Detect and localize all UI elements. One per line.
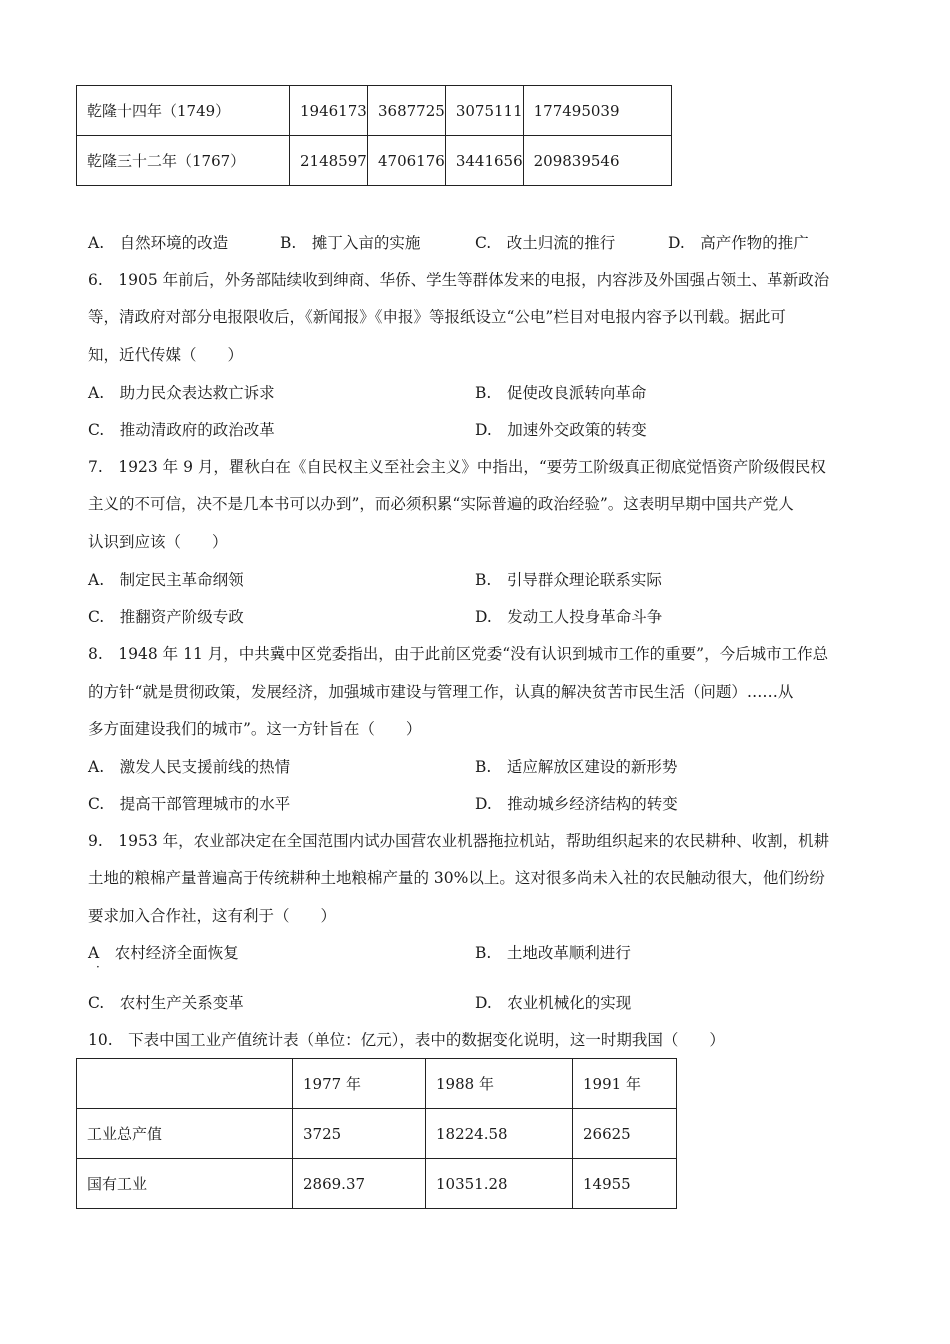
table-cell: 2148597 bbox=[290, 136, 368, 186]
q6-option-b[interactable]: B. 促使改良派转向革命 bbox=[475, 384, 647, 402]
table-row bbox=[77, 1159, 677, 1209]
q5-option-a[interactable]: A. 自然环境的改造 bbox=[88, 234, 229, 252]
q8-stem-line-1: 8. 1948 年 11 月，中共冀中区党委指出，由于此前区党委“没有认识到城市工作的重要”，今后城市工作总 bbox=[88, 645, 829, 663]
q6-stem-line-3: 知，近代传媒（ ） bbox=[88, 346, 244, 364]
table-cell: 工业总产值 bbox=[77, 1109, 293, 1159]
table-cell: 26625 bbox=[573, 1109, 677, 1159]
q9-option-d[interactable]: D. 农业机械化的实现 bbox=[475, 994, 632, 1012]
q6-stem-line-2: 等，清政府对部分电报限收后，《新闻报》《申报》等报纸设立“公电”栏目对电报内容予以刊载。据此可 bbox=[88, 308, 786, 326]
q7-option-b[interactable]: B. 引导群众理论联系实际 bbox=[475, 571, 662, 589]
table-cell: 2869.37 bbox=[293, 1159, 426, 1209]
q6-option-c[interactable]: C. 推动清政府的政治改革 bbox=[88, 421, 275, 439]
table-cell: 乾隆三十二年（1767） bbox=[77, 136, 290, 186]
q9-option-a[interactable]: A 农村经济全面恢复 bbox=[88, 944, 239, 962]
table-cell: 18224.58 bbox=[426, 1109, 573, 1159]
table-cell: 177495039 bbox=[523, 86, 671, 136]
q8-option-a[interactable]: A. 激发人民支援前线的热情 bbox=[88, 758, 291, 776]
table-header-cell bbox=[77, 1059, 293, 1109]
q6-option-a[interactable]: A. 助力民众表达救亡诉求 bbox=[88, 384, 275, 402]
table-row bbox=[77, 136, 672, 186]
q5-option-b[interactable]: B. 摊丁入亩的实施 bbox=[280, 234, 421, 252]
table-cell: 3687725 bbox=[368, 86, 446, 136]
table-cell: 乾隆十四年（1749） bbox=[77, 86, 290, 136]
table-cell: 3075111 bbox=[445, 86, 523, 136]
q9-stem-line-3: 要求加入合作社，这有利于（ ） bbox=[88, 907, 337, 925]
q7-stem-line-1: 7. 1923 年 9 月，瞿秋白在《自民权主义至社会主义》中指出，“要劳工阶级真正彻底觉悟资产阶级假民权 bbox=[88, 458, 826, 476]
q8-stem-line-3: 多方面建设我们的城市”。这一方针旨在（ ） bbox=[88, 720, 422, 738]
q6-stem-line-1: 6. 1905 年前后，外务部陆续收到绅商、华侨、学生等群体发来的电报，内容涉及外国强占领土、革新政治 bbox=[88, 271, 830, 289]
table-header-row bbox=[77, 1059, 677, 1109]
table-cell: 3725 bbox=[293, 1109, 426, 1159]
q5-option-d[interactable]: D. 高产作物的推广 bbox=[668, 234, 809, 252]
table-cell: 14955 bbox=[573, 1159, 677, 1209]
q7-option-c[interactable]: C. 推翻资产阶级专政 bbox=[88, 608, 244, 626]
q7-option-d[interactable]: D. 发动工人投身革命斗争 bbox=[475, 608, 663, 626]
table-cell: 3441656 bbox=[445, 136, 523, 186]
q5-option-c[interactable]: C. 改土归流的推行 bbox=[475, 234, 616, 252]
q7-option-a[interactable]: A. 制定民主革命纲领 bbox=[88, 571, 244, 589]
table-cell: 4706176 bbox=[368, 136, 446, 186]
q9-stem-line-1: 9. 1953 年，农业部决定在全国范围内试办国营农业机器拖拉机站，帮助组织起来的农民耕种、收割，机耕 bbox=[88, 832, 830, 850]
table-cell: 国有工业 bbox=[77, 1159, 293, 1209]
table-cell: 1946173 bbox=[290, 86, 368, 136]
q9-option-c[interactable]: C. 农村生产关系变革 bbox=[88, 994, 244, 1012]
table-row bbox=[77, 1109, 677, 1159]
table-cell: 10351.28 bbox=[426, 1159, 573, 1209]
q8-option-d[interactable]: D. 推动城乡经济结构的转变 bbox=[475, 795, 678, 813]
table-row bbox=[77, 86, 672, 136]
q10-stem-line: 10. 下表中国工业产值统计表（单位：亿元），表中的数据变化说明，这一时期我国（ ） bbox=[88, 1031, 725, 1049]
population-table bbox=[76, 85, 672, 186]
industry-output-table bbox=[76, 1058, 677, 1209]
stray-dot-mark: · bbox=[96, 960, 100, 974]
table-header-cell: 1977 年 bbox=[293, 1059, 426, 1109]
q8-option-c[interactable]: C. 提高干部管理城市的水平 bbox=[88, 795, 291, 813]
q9-stem-line-2: 土地的粮棉产量普遍高于传统耕种土地粮棉产量的 30%以上。这对很多尚未入社的农民触动很大，他们纷纷 bbox=[88, 869, 825, 887]
table-cell: 209839546 bbox=[523, 136, 671, 186]
q9-option-b[interactable]: B. 土地改革顺利进行 bbox=[475, 944, 631, 962]
q8-option-b[interactable]: B. 适应解放区建设的新形势 bbox=[475, 758, 678, 776]
table-header-cell: 1988 年 bbox=[426, 1059, 573, 1109]
q7-stem-line-3: 认识到应该（ ） bbox=[88, 533, 228, 551]
table-header-cell: 1991 年 bbox=[573, 1059, 677, 1109]
q7-stem-line-2: 主义的不可信，决不是几本书可以办到”，而必须积累“实际普遍的政治经验”。这表明早期中国共产党人 bbox=[88, 495, 794, 513]
q8-stem-line-2: 的方针“就是贯彻政策，发展经济，加强城市建设与管理工作，认真的解决贫苦市民生活（问题）……从 bbox=[88, 683, 794, 701]
q6-option-d[interactable]: D. 加速外交政策的转变 bbox=[475, 421, 647, 439]
